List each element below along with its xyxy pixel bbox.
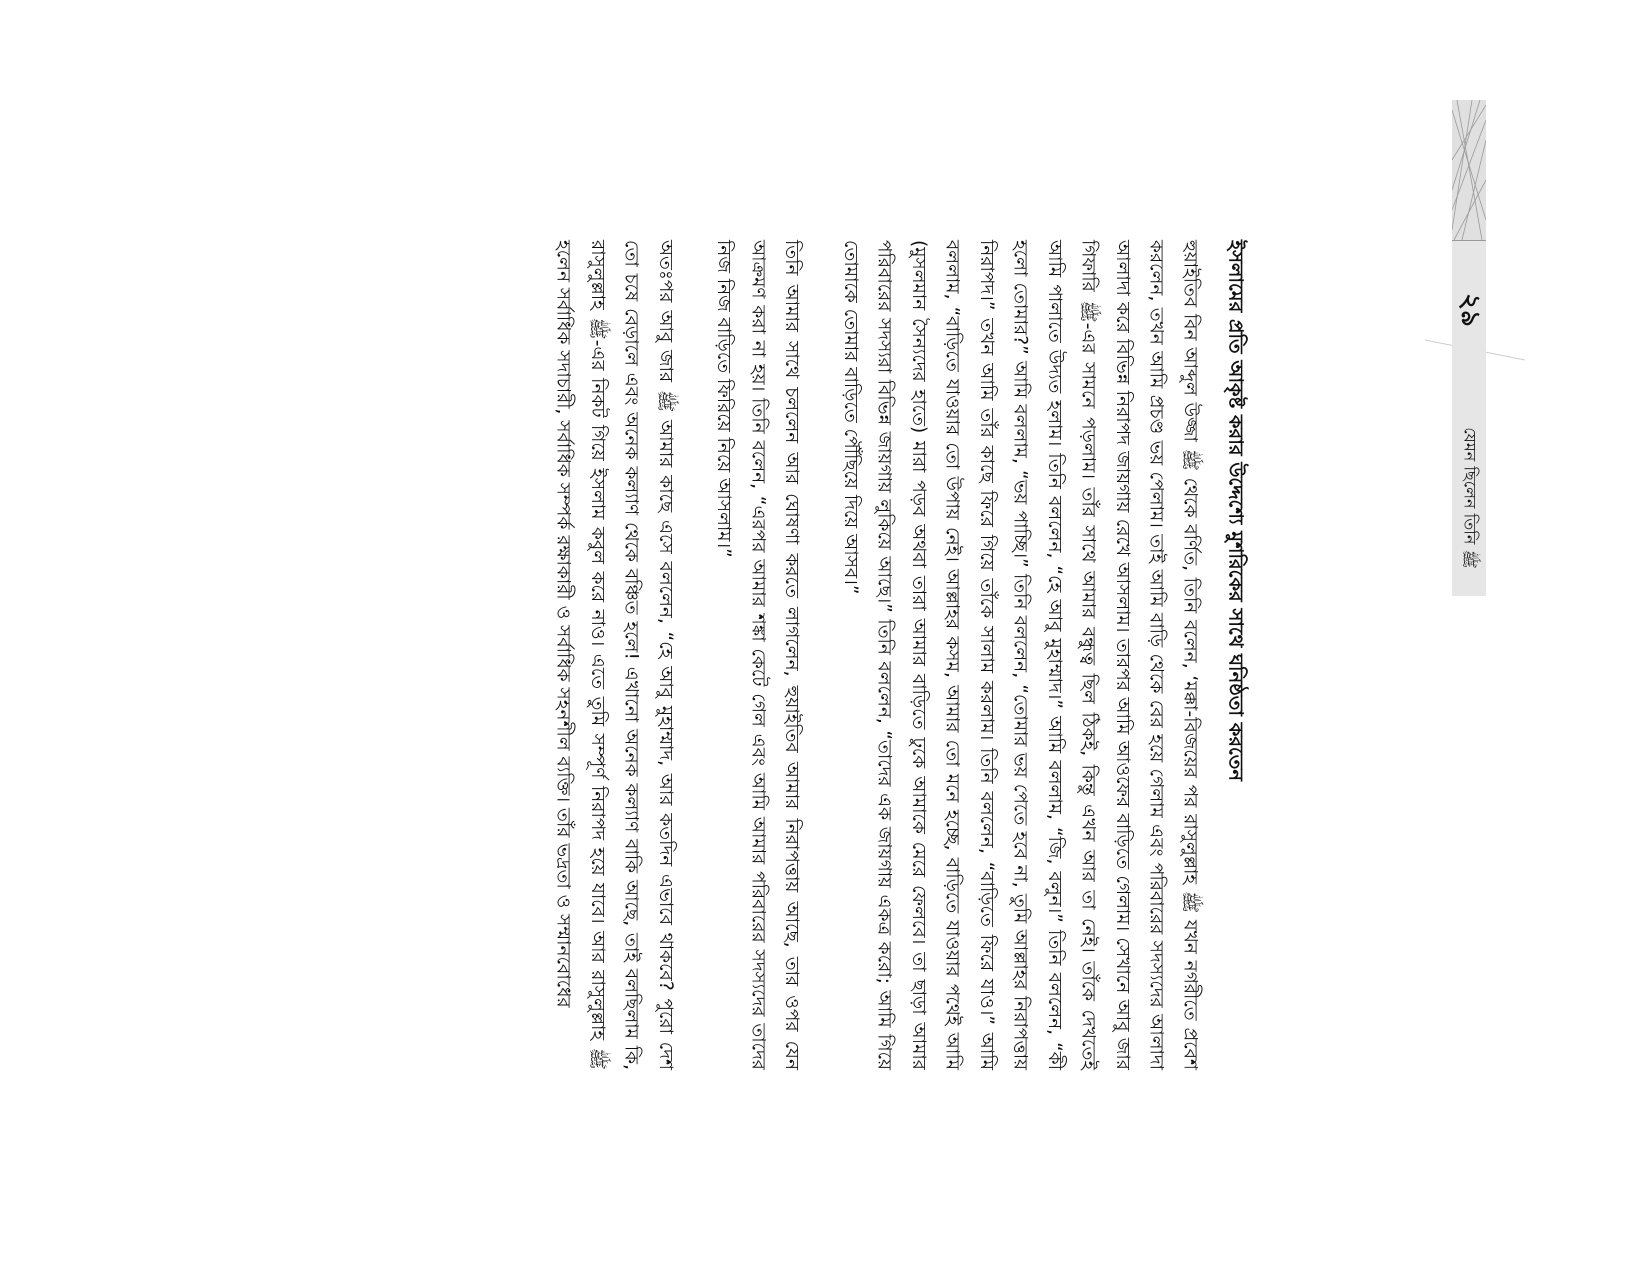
running-title: যেমন ছিলেন তিনি ﷺ [1460, 427, 1480, 569]
paragraph-1: হুয়াইতিব বিন আব্দুল উজ্জা ﷺ থেকে বর্ণিত, তিনি বলেন, ‘মক্কা-বিজয়ের পর রাসুলুল্লাহ ﷺ যখন নগরীতে প্রবেশ করলেন, তখন আমি প্রচণ্ড ভয় পেলাম। তাই আমি বাড়ি থেকে বের হয়ে গেলাম এবং পরিবারের সদস্যদের আলাদা আলাদা করে বিভিন্ন নিরাপদ জায়গায় রেখে আসলাম। তারপর আমি আওফের বাড়িতে গেলাম। সেখানে আবু জার গিফারি ﷺ-এর সামনে পড়লাম। তাঁর সাথে আমার বন্ধুত্ব ছিল ঠিকই, কিন্তু এখন আর তা নেই। তাঁকে দেখতেই আমি পালাতে উদ্যত হলাম। তিনি বললেন, “হে আবু মুহাম্মাদ।” আমি বললাম, “জি, বলুন।” তিনি বললেন, “কী হলো তোমার?” আমি বললাম, “ভয় পাচ্ছি।” তিনি বললেন, “তোমার ভয় পেতে হবে না, তুমি আল্লাহর নিরাপত্তায় নিরাপদ।” তখন আমি তাঁর কাছে ফিরে গিয়ে তাঁকে সালাম করলাম। তিনি বললেন, “বাড়িতে ফিরে যাও।” আমি বললাম, “বাড়িতে যাওয়ার তো উপায় নেই। আল্লাহর কসম, আমার তো মনে হচ্ছে, বাড়িতে যাওয়ার পথেই আমি (মুসলমান সৈন্যদের হাতে) মারা পড়ব অথবা তারা আমার বাড়িতে ঢুকে আমাকে মেরে ফেলবে। তা ছাড়া আমার পরিবারের সদস্যরা বিভিন্ন জায়গায় লুকিয়ে আছে।” তিনি বললেন, “তাদের এক জায়গায় একত্র করো; আমি গিয়ে তোমাকে তোমার বাড়িতে পৌঁছিয়ে দিয়ে আসব।” [840, 240, 1202, 1070]
paragraph-2: তিনি আমার সাথে চললেন আর ঘোষণা করতে লাগলেন, হুয়াইতিব আমার নিরাপত্তায় আছে, তার ওপর যেন আক্রমণ করা না হয়। তিনি বলেন, “এরপর আমার শঙ্কা কেটে গেল এবং আমি আমার পরিবারের সদস্যদের তাদের নিজ নিজ বাড়িতে ফিরিয়ে নিয়ে আসলাম।” [714, 240, 804, 1070]
section-heading: ইসলামের প্রতি আকৃষ্ট করার উদ্দেশ্যে মুশরিকের সাথে ঘনিষ্ঠতা করতেন [1224, 240, 1247, 781]
side-tab [1452, 100, 1486, 596]
page-number: ২৯ [1455, 293, 1485, 327]
tab-divider [1452, 240, 1486, 241]
rotated-page [190, 240, 1250, 1070]
running-title-box [1452, 400, 1486, 596]
page-number-box [1452, 250, 1486, 370]
page-content [522, 240, 1250, 1070]
paragraph-3: অতঃপর আবু জার ﷺ আমার কাছে এসে বললেন, “হে আবু মুহাম্মাদ, আর কতদিন এভাবে থাকবে? পুরো দেশ তো চষে বেড়ালে এবং অনেক কল্যাণ থেকে বঞ্চিত হলে! এখানো অনেক কল্যাণ বাকি আছে, তাই বলছিলাম কি, রাসুলুল্লাহ ﷺ-এর নিকট গিয়ে ইসলাম কবুল করে নাও। এতে তুমি সম্পূর্ণ নিরাপদ হয়ে যাবে। আর রাসুলুল্লাহ ﷺ হলেন সর্বাধিক সদাচারী, সর্বাধিক সম্পর্ক রক্ষাকারী ও সর্বাধিক সহনশীল ব্যক্তি। তাঁর ভদ্রতা ও সম্মানবোধের [553, 240, 677, 1070]
decorative-pattern-icon [1452, 100, 1486, 240]
